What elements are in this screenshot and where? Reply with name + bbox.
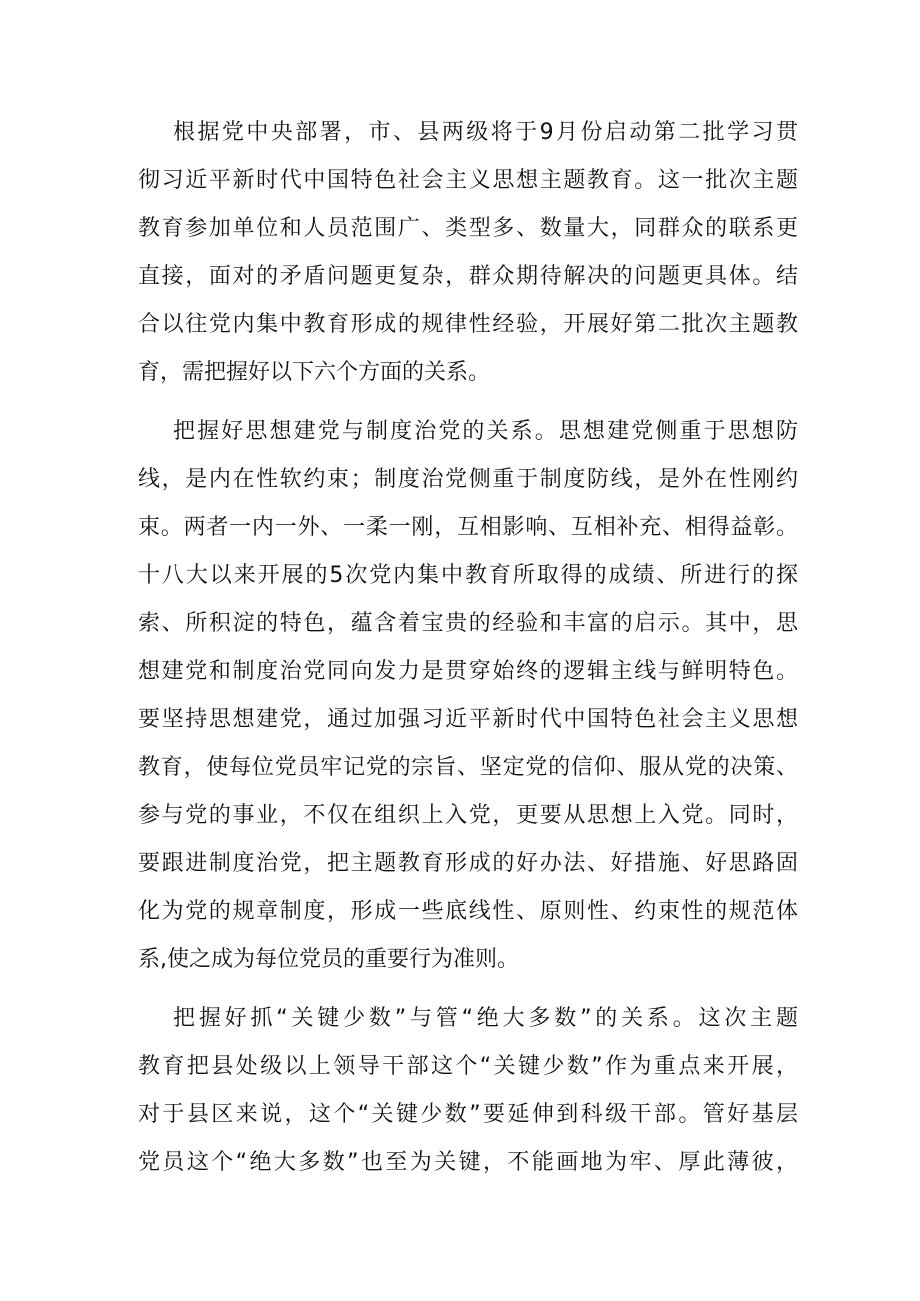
text-line: 想建党和制度治党同向发力是贯穿始终的逻辑主线与鲜明特色。: [138, 659, 798, 684]
text-line: 教育把县处级以上领导干部这个“关键少数”作为重点来开展，: [138, 1054, 798, 1079]
text-line: 党员这个“绝大多数”也至为关键，不能画地为牢、厚此薄彼，: [138, 1150, 798, 1175]
text-line: 索、所积淀的特色，蕴含着宝贵的经验和丰富的启示。其中，思: [138, 611, 798, 636]
text-line: 要跟进制度治党，把主题教育形成的好办法、好措施、好思路固: [138, 851, 798, 876]
text-line: 对于县区来说，这个“关键少数”要延伸到科级干部。管好基层: [138, 1102, 798, 1127]
text-line: 彻习近平新时代中国特色社会主义思想主题教育。这一批次主题: [138, 168, 798, 193]
text-line: 把握好抓“关键少数”与管“绝大多数”的关系。这次主题: [173, 1006, 798, 1031]
text-line: 育，需把握好以下六个方面的关系。: [138, 360, 491, 385]
text-line: 要坚持思想建党，通过加强习近平新时代中国特色社会主义思想: [138, 707, 798, 732]
text-line: 十八大以来开展的5次党内集中教育所取得的成绩、所进行的探: [138, 563, 798, 588]
text-line: 系,使之成为每位党员的重要行为准则。: [138, 947, 519, 972]
text-line: 参与党的事业，不仅在组织上入党，更要从思想上入党。同时，: [138, 803, 798, 828]
text-line: 化为党的规章制度，形成一些底线性、原则性、约束性的规范体: [138, 899, 798, 924]
text-line: 教育，使每位党员牢记党的宗旨、坚定党的信仰、服从党的决策、: [138, 755, 798, 780]
text-line: 合以往党内集中教育形成的规律性经验，开展好第二批次主题教: [138, 312, 798, 337]
text-line: 把握好思想建党与制度治党的关系。思想建党侧重于思想防: [173, 419, 798, 444]
text-line: 直接，面对的矛盾问题更复杂，群众期待解决的问题更具体。结: [138, 264, 798, 289]
text-line: 教育参加单位和人员范围广、类型多、数量大，同群众的联系更: [138, 216, 798, 241]
text-line: 束。两者一内一外、一柔一刚，互相影响、互相补充、相得益彰。: [138, 515, 798, 540]
text-line: 线，是内在性软约束；制度治党侧重于制度防线，是外在性刚约: [138, 467, 798, 492]
text-line: 根据党中央部署，市、县两级将于9月份启动第二批学习贯: [173, 120, 798, 145]
